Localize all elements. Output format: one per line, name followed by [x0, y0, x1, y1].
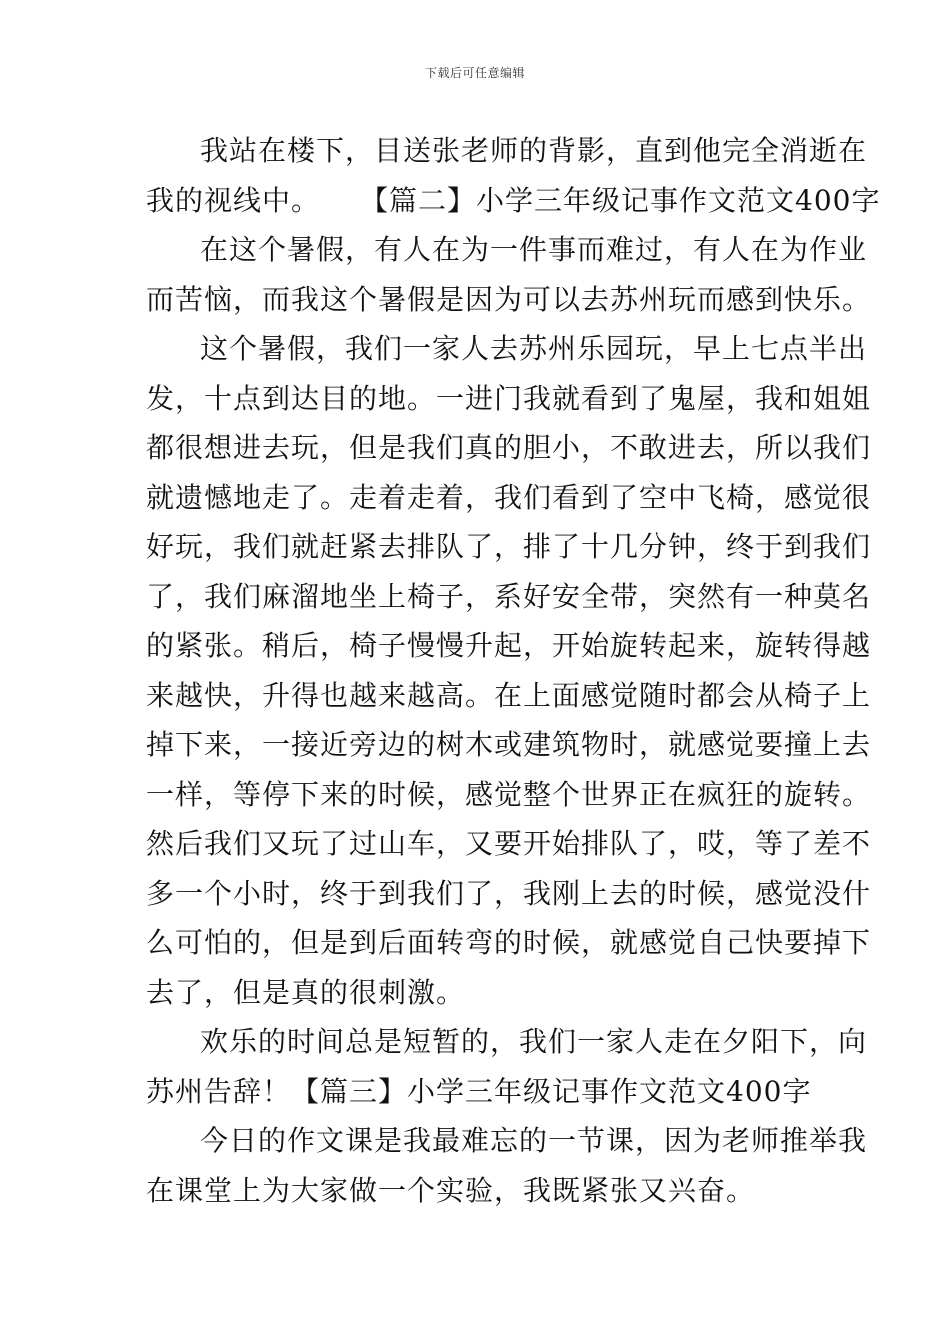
text-line-9: 好玩，我们就赶紧去排队了，排了十几分钟，终于到我们	[146, 530, 872, 563]
section-heading-2: 【篇二】小学三年级记事作文范文400字	[360, 183, 881, 217]
text-line-6: 发，十点到达目的地。一进门我就看到了鬼屋，我和姐姐	[146, 381, 872, 415]
text-line-11: 的紧张。稍后，椅子慢慢升起，开始旋转起来，旋转得越	[146, 629, 872, 662]
text-line-3: 在这个暑假，有人在为一件事而难过，有人在为作业	[200, 233, 868, 266]
text-line-18: 去了，但是真的很刺激。	[146, 975, 466, 1009]
text-line-16: 多一个小时，终于到我们了，我刚上去的时候，感觉没什	[146, 876, 872, 910]
document-body	[146, 126, 881, 1215]
text-line-1: 我站在楼下，目送张老师的背影，直到他完全消逝在	[200, 134, 868, 167]
page-header: 下载后可任意编辑	[424, 66, 525, 80]
text-line-8: 就遗憾地走了。走着走着，我们看到了空中飞椅，感觉很	[146, 480, 872, 514]
text-line-14: 一样，等停下来的时候，感觉整个世界正在疯狂的旋转。	[146, 777, 872, 811]
text-line-4: 而苦恼，而我这个暑假是因为可以去苏州玩而感到快乐。	[146, 282, 872, 316]
text-line-7: 都很想进去玩，但是我们真的胆小，不敢进去，所以我们	[146, 431, 872, 464]
text-line-12: 来越快，升得也越来越高。在上面感觉随时都会从椅子上	[146, 678, 872, 712]
text-line-17: 么可怕的，但是到后面转弯的时候，就感觉自己快要掉下	[146, 926, 872, 959]
text-line-5: 这个暑假，我们一家人去苏州乐园玩，早上七点半出	[200, 332, 868, 365]
text-line-20: 苏州告辞！【篇三】小学三年级记事作文范文400字	[146, 1074, 812, 1108]
text-line-2: 我的视线中。 【篇二】小学三年级记事作文范文400字	[146, 183, 881, 217]
text-line-13: 掉下来，一接近旁边的树木或建筑物时，就感觉要撞上去	[146, 728, 872, 761]
text-line-19: 欢乐的时间总是短暂的，我们一家人走在夕阳下，向	[200, 1025, 868, 1058]
text-line-22: 在课堂上为大家做一个实验，我既紧张又兴奋。	[146, 1173, 756, 1207]
text-line-10: 了，我们麻溜地坐上椅子，系好安全带，突然有一种莫名	[146, 579, 872, 613]
text-line-15: 然后我们又玩了过山车，又要开始排队了，哎，等了差不	[146, 827, 872, 860]
text-line-21: 今日的作文课是我最难忘的一节课，因为老师推举我	[200, 1124, 868, 1157]
